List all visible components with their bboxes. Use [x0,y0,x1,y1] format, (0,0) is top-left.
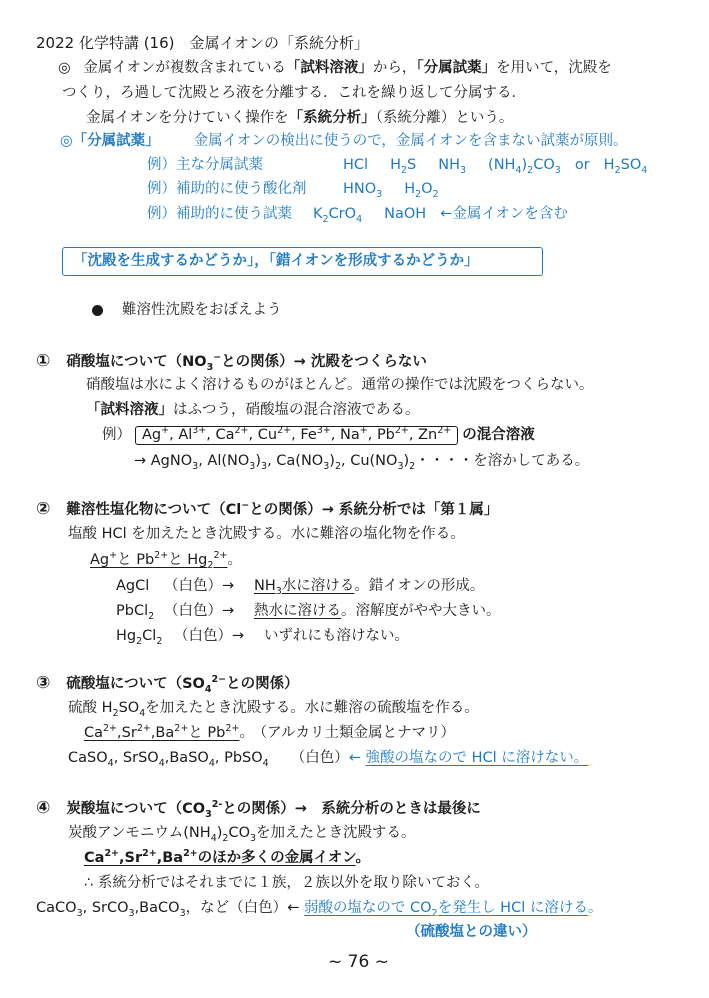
section-4-line-4: CaCO$_3$, SrCO$_3$,BaCO$_3$，など（白色）← 弱酸の塩なので $CO_2$を発生し HCl に溶ける。 [36,900,603,919]
section-2-row-agcl: AgCl （白色）→ $NH_3$水に溶ける。錯イオンの形成。 [116,578,485,597]
section-3-title: ③ 硫酸塩について（$SO_4^{2-}$との関係） [36,673,299,695]
section-4-line-3: ∴ 系統分析ではそれまでに１族，２族以外を取り除いておく。 [84,875,490,891]
section-1-line-1: 硝酸塩は水によく溶けるものがほとんど。通常の操作では沈殿をつくらない。 [86,377,594,393]
intro-line-1: ◎ 金属イオンが複数含まれている「試料溶液」から，「分属試薬」を用いて，沈殿を [58,60,612,76]
reagent-example-2: 例）補助的に使う酸化剤 $HNO_3$ $H_2O_2$ [147,181,439,200]
section-4-line-5: （硫酸塩との違い） [406,924,537,940]
section-1-line-4: → AgNO$_3$, $Al(NO_3)_3$, $Ca(NO_3)_2$, $Cu(NO_3)_2$・・・・を溶かしてある。 [134,453,590,472]
section-3-line-1: 硫酸 $H_2SO_4$を加えたとき沈殿する。水に難溶の硫酸塩を作る。 [68,700,479,719]
bullet-heading: 難溶性沈殿をおぼえよう [122,302,282,318]
page-title: 2022 化学特講 (16) 金属イオンの「系統分析」 [36,34,370,52]
bullet-icon [92,305,103,316]
systematic-analysis-term: 「系統分析」 [288,110,376,126]
section-2-title: ② 難溶性塩化物について（Cl−との関係）→ 系統分析では「第１属」 [36,499,499,519]
section-2-ions: Ag+と $Pb^{2+}$と $Hg_2^{2+}$。 [90,550,242,571]
intro-line-3: 金属イオンを分けていく操作を「系統分析」（系統分離）という。 [86,110,514,126]
section-2-row-pbcl2: PbCl$_2$ （白色）→ 熱水に溶ける。溶解度がやや大きい。 [116,603,501,622]
strong-acid-note: 強酸の塩なので HCl に溶けない。 [365,750,589,766]
section-2-line-1: 塩酸 HCl を加えたとき沈殿する。水に難溶の塩化物を作る。 [68,526,465,542]
sample-solution-term: 「試料溶液」 [285,60,373,76]
section-1-title: ① 硝酸塩について（$NO_3^-$との関係）→ 沈殿をつくらない [36,351,427,373]
double-circle-icon: ◎ [58,60,71,76]
section-1-ion-example: 例） Ag+, $Al^{3+}$, $Ca^{2+}$, $Cu^{2+}$, $Fe^{3+}$, Na+, $Pb^{2+}$, $Zn^{2+}$ の混合溶液 [102,425,535,443]
section-4-ions: $Ca^{2+},Sr^{2+},Ba^{2+}$のほか多くの金属イオン。 [84,848,371,866]
reagent-example-1: 例）主な分属試薬 HCl $H_2S$ $NH_3$ $(NH_4)_2CO_3$ or $H_2SO_4$ [147,157,648,176]
section-1-line-2: 「試料溶液」はふつう，硝酸塩の混合溶液である。 [86,402,420,418]
section-2-row-hg2cl2: $Hg_2Cl_2$ （白色）→ いずれにも溶けない。 [116,628,409,647]
ion-list-box: Ag+, $Al^{3+}$, $Ca^{2+}$, $Cu^{2+}$, $Fe^{3+}$, Na+, $Pb^{2+}$, $Zn^{2+}$ [135,426,458,445]
reagent-example-3: 例）補助的に使う試薬 $K_2CrO_4$ NaOH ←金属イオンを含む [147,206,568,225]
page-number: ~ 76 ~ [328,952,389,972]
intro-line-2: つくり，ろ過して沈殿とろ液を分離する．これを繰り返して分属する． [62,85,526,101]
section-3-line-3: CaSO$_4$, SrSO$_4$,BaSO$_4$, PbSO$_4$ （白色）← 強酸の塩なので HCl に溶けない。 [68,750,589,769]
section-4-line-1: 炭酸アンモニウム$(NH_4)_2CO_3$を加えたとき沈殿する。 [68,825,416,844]
section-4-title: ④ 炭酸塩について（$CO_3^{2-}$との関係）→ 系統分析のときは最後に [36,798,481,820]
group-reagent-term: 「分属試薬」 [416,60,497,76]
section-3-ions: $Ca^{2+},Sr^{2+},Ba^{2+}$と $Pb^{2+}$。 （アルカリ土類金属とナマリ） [84,723,456,741]
key-question-box [62,247,543,276]
weak-acid-note: 弱酸の塩なので $CO_2$を発生し HCl に溶ける [303,900,588,919]
reagent-heading: ◎「分属試薬」 金属イオンの検出に使うので，金属イオンを含まない試薬が原則。 [60,133,628,149]
key-question-text: 「沈殿を生成するかどうか」，「錯イオンを形成するかどうか」 [73,253,479,269]
